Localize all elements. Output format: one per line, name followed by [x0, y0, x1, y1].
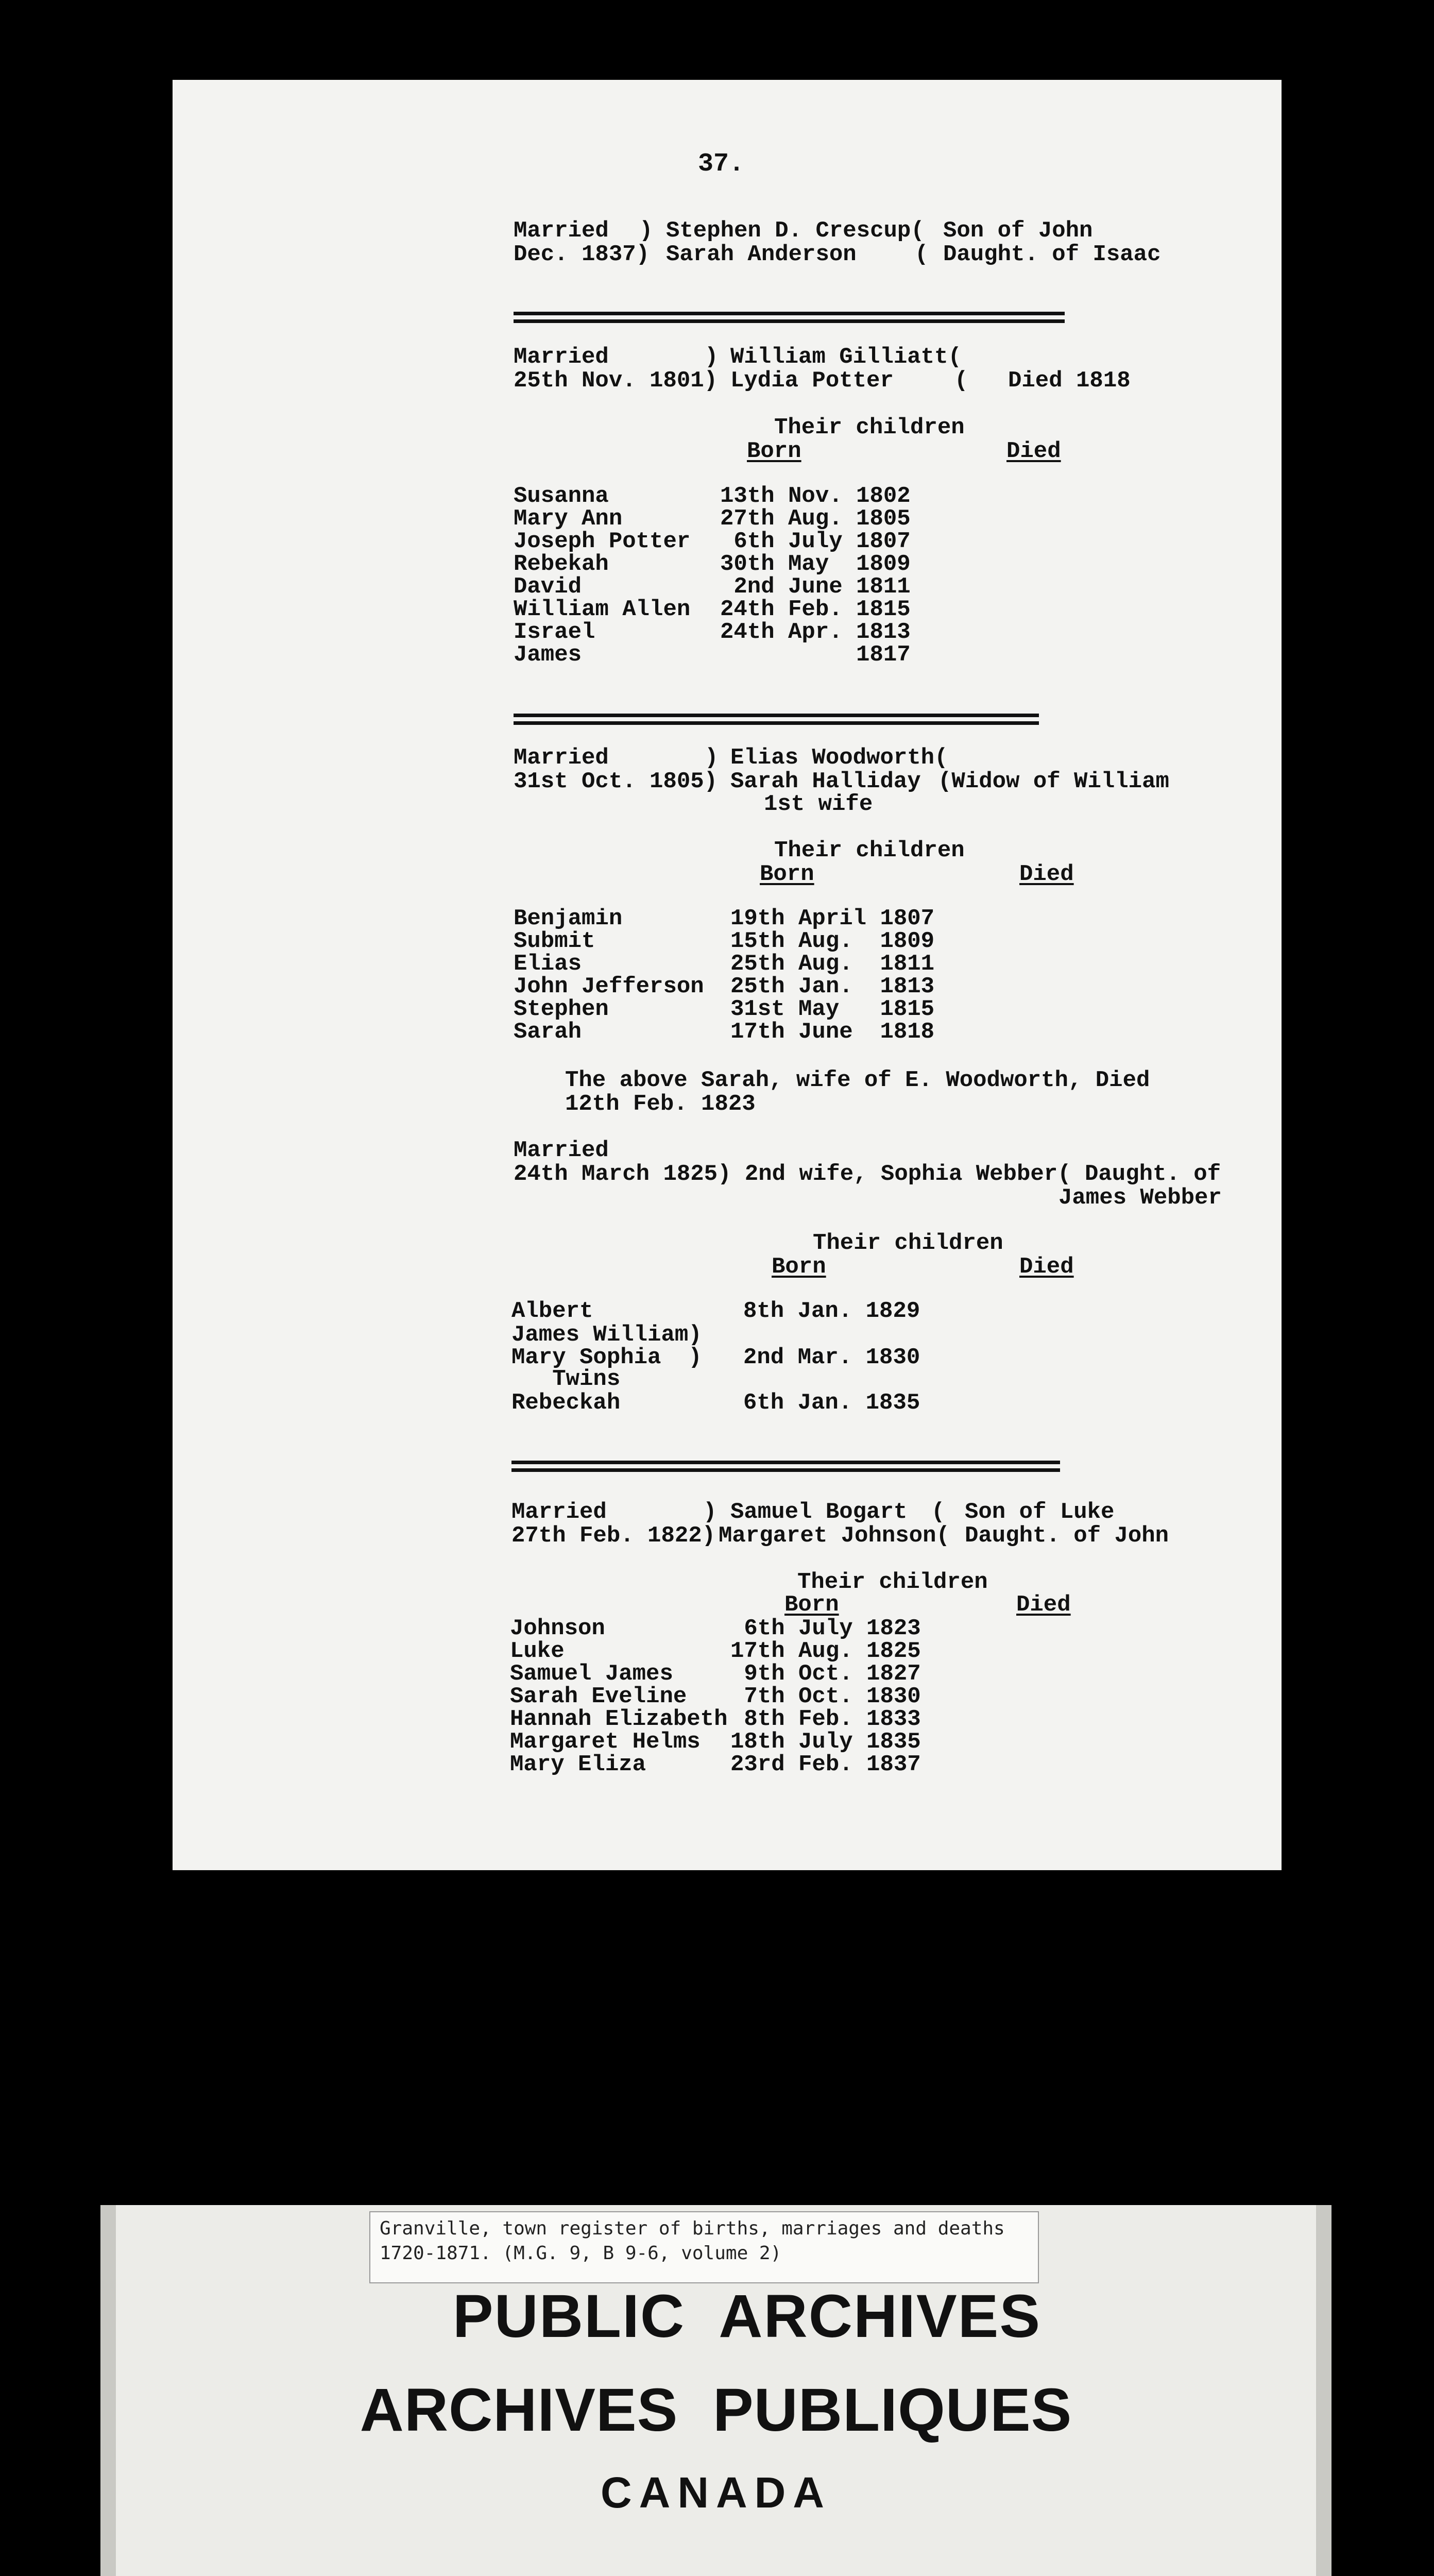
wife-name: Lydia Potter [730, 368, 894, 394]
child-born: 18th July 1835 [730, 1729, 921, 1755]
child-born: 17th June 1818 [730, 1019, 935, 1045]
wife-name: Sarah Halliday [730, 769, 921, 794]
canada-heading: CANADA [601, 2468, 831, 2517]
born-heading: Born [784, 1592, 839, 1618]
document-page [173, 80, 1282, 1870]
child-name: Benjamin [514, 906, 623, 931]
child-name: Margaret Helms [510, 1729, 701, 1755]
child-born: 13th Nov. 1802 [720, 483, 911, 509]
slip-line: Granville, town register of births, marriages and deaths [380, 2218, 1005, 2239]
husband-name: Samuel Bogart [730, 1499, 908, 1525]
child-name: Sarah [514, 1019, 582, 1045]
child-name: Israel [514, 619, 595, 645]
children-heading: Their children [813, 1230, 1003, 1256]
child-born: 6th Jan. 1835 [743, 1390, 920, 1416]
child-name: Stephen [514, 996, 609, 1022]
death-note: The above Sarah, wife of E. Woodworth, Died [565, 1067, 1150, 1093]
child-name: John Jefferson [514, 974, 704, 999]
bracket: ) [639, 218, 653, 244]
child-name: William Allen [514, 597, 691, 622]
child-name: Elias [514, 951, 582, 977]
husband-name: William Gilliatt( [730, 344, 962, 370]
marriage-date: 31st Oct. 1805) [514, 769, 718, 794]
wife-name: Sarah Anderson [666, 242, 857, 267]
children-heading: Their children [774, 838, 965, 863]
born-heading: Born [747, 438, 801, 464]
husband-name: Stephen D. Crescup( [666, 218, 925, 244]
child-born: 2nd Mar. 1830 [743, 1345, 920, 1370]
married-label: Married [514, 344, 609, 370]
slip-line: 1720-1871. (M.G. 9, B 9-6, volume 2) [380, 2243, 782, 2264]
child-born: 23rd Feb. 1837 [730, 1752, 921, 1777]
child-name: Rebekah [514, 551, 609, 577]
wife-name: Margaret Johnson( [719, 1523, 950, 1549]
child-name: James [514, 642, 582, 668]
archive-label-card [100, 2205, 1331, 2576]
bracket: ( [954, 368, 968, 394]
married-label: Married [514, 745, 609, 771]
marriage-date: 27th Feb. 1822) [511, 1523, 716, 1549]
bracket: ) [705, 745, 719, 771]
born-heading: Born [772, 1254, 826, 1280]
child-name: Johnson [510, 1616, 605, 1641]
bracket: ( [931, 1499, 945, 1525]
child-name: Mary Ann [514, 506, 623, 532]
child-born: 24th Feb. 1815 [720, 597, 911, 622]
child-born: 7th Oct. 1830 [730, 1684, 921, 1709]
child-born: 30th May 1809 [720, 551, 911, 577]
child-name: Albert [511, 1298, 593, 1324]
married-label: Married [514, 218, 609, 244]
child-born: 15th Aug. 1809 [730, 928, 935, 954]
child-name: Submit [514, 928, 595, 954]
child-born: 2nd June 1811 [720, 574, 911, 600]
child-born: 1817 [720, 642, 911, 668]
child-born: 6th July 1823 [730, 1616, 921, 1641]
child-born: 8th Jan. 1829 [743, 1298, 920, 1324]
marriage-date: 25th Nov. 1801) [514, 368, 718, 394]
wife-note: (Widow of William [938, 769, 1169, 794]
bracket: ( [915, 242, 929, 267]
wife-parent: Daught. of Isaac [943, 242, 1161, 267]
child-name: Hannah Elizabeth [510, 1706, 728, 1732]
death-note: 12th Feb. 1823 [565, 1091, 756, 1117]
married-label: Married [514, 1138, 609, 1163]
died-heading: Died [1019, 1254, 1074, 1280]
wife-order: 1st wife [764, 791, 873, 817]
child-name: Samuel James [510, 1661, 673, 1687]
husband-parent: Son of John [943, 218, 1093, 244]
husband-parent: Son of Luke [965, 1499, 1115, 1525]
married-label: Married [511, 1499, 607, 1525]
husband-death: Died 1818 [1008, 368, 1131, 394]
child-name: Luke [510, 1638, 565, 1664]
children-heading: Their children [774, 415, 965, 440]
child-name: Mary Sophia ) [511, 1345, 702, 1370]
child-born: 8th Feb. 1833 [730, 1706, 921, 1732]
child-born: 25th Jan. 1813 [730, 974, 935, 999]
child-name: Mary Eliza [510, 1752, 646, 1777]
child-born: 6th July 1807 [720, 529, 911, 554]
child-born: 25th Aug. 1811 [730, 951, 935, 977]
child-born: 19th April 1807 [730, 906, 935, 931]
born-heading: Born [760, 861, 814, 887]
double-rule [514, 714, 1039, 725]
child-born: 9th Oct. 1827 [730, 1661, 921, 1687]
child-born: 24th Apr. 1813 [720, 619, 911, 645]
child-born: 27th Aug. 1805 [720, 506, 911, 532]
twins-note: Twins [511, 1366, 621, 1392]
child-born: 17th Aug. 1825 [730, 1638, 921, 1664]
second-marriage: 24th March 1825) 2nd wife, Sophia Webber( Daught. of [514, 1161, 1221, 1187]
child-name: Susanna [514, 483, 609, 509]
died-heading: Died [1006, 438, 1061, 464]
children-heading: Their children [797, 1569, 988, 1595]
wife-parent: Daught. of John [965, 1523, 1169, 1549]
child-name: David [514, 574, 582, 600]
second-wife-parent: James Webber [1059, 1185, 1222, 1211]
child-name: Joseph Potter [514, 529, 691, 554]
page-number: 37. [698, 149, 745, 179]
child-name: Rebeckah [511, 1390, 621, 1416]
child-name: Sarah Eveline [510, 1684, 687, 1709]
died-heading: Died [1016, 1592, 1071, 1618]
bracket: ) [703, 1499, 717, 1525]
archives-publiques-heading: ARCHIVES PUBLIQUES [360, 2376, 1072, 2444]
husband-name: Elias Woodworth( [730, 745, 948, 771]
public-archives-heading: PUBLIC ARCHIVES [452, 2282, 1042, 2350]
died-heading: Died [1019, 861, 1074, 887]
double-rule [511, 1461, 1060, 1472]
catalog-slip [369, 2211, 1039, 2283]
child-name: James William) [511, 1322, 702, 1348]
child-born: 31st May 1815 [730, 996, 935, 1022]
double-rule [514, 312, 1065, 323]
bracket: ) [705, 344, 719, 370]
marriage-date: Dec. 1837) [514, 242, 650, 267]
